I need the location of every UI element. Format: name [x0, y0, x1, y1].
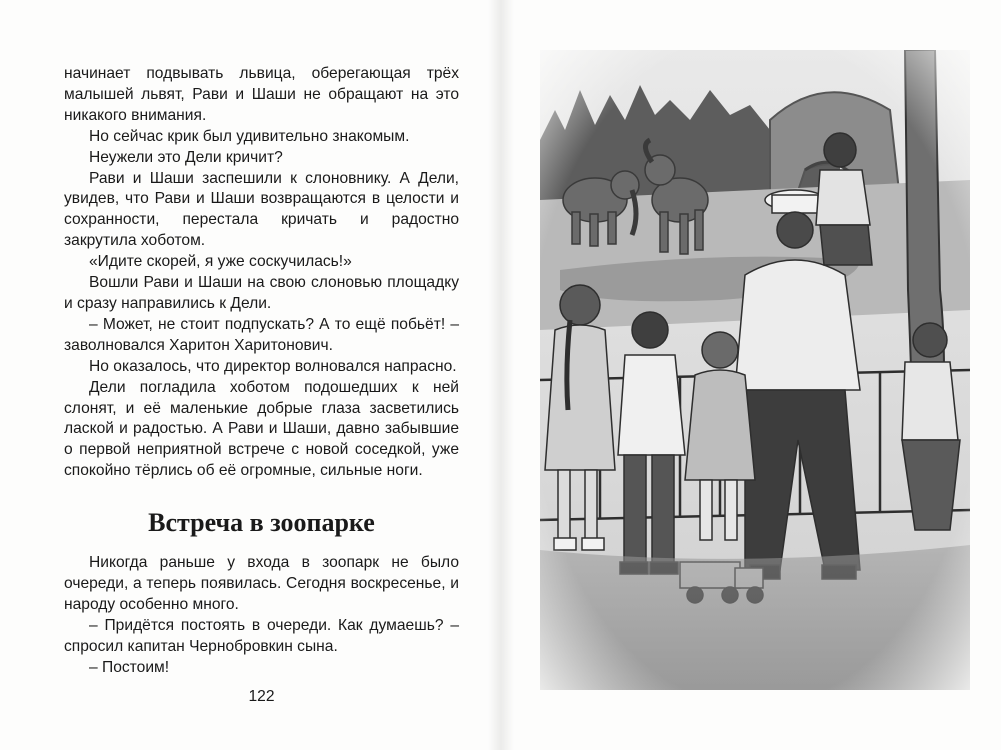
page-number: 122: [248, 688, 275, 705]
left-page: [0, 0, 500, 750]
paragraph: – Придётся постоять в очереди. Как думаешь? – спросил капитан Чернобровкин сына.: [64, 616, 459, 655]
paragraph: Рави и Шаши заспешили к слоновнику. А Дели, увидев, что Рави и Шаши возвращаются в целости и сохранности, перестала кричать и радостно закрутила хоботом.: [64, 169, 459, 250]
chapter-heading: Встреча в зоопарке: [148, 508, 375, 537]
paragraph: Но оказалось, что директор волновался напрасно.: [89, 357, 457, 375]
paragraph: Но сейчас крик был удивительно знакомым.: [89, 127, 410, 145]
paragraph: Вошли Рави и Шаши на свою слоновью площадку и сразу направились к Дели.: [64, 274, 459, 312]
right-page: [500, 0, 1001, 750]
text-block-bottom: [64, 553, 459, 678]
illustration-icon: [540, 50, 970, 690]
paragraph: Неужели это Дели кричит?: [89, 148, 283, 166]
text-block-top: [64, 64, 459, 482]
paragraph: начинает подвывать львица, оберегающая трёх малышей львят, Рави и Шаши не обращают на это никакого внимания.: [64, 65, 459, 124]
paragraph: «Идите скорей, я уже соскучилась!»: [89, 253, 352, 271]
paragraph: – Постоим!: [89, 658, 170, 676]
paragraph: – Может, не стоит подпускать? А то ещё побьёт! – заволновался Харитон Харитонович.: [64, 315, 459, 354]
paragraph: Никогда раньше у входа в зоопарк не было очереди, а теперь появилась. Сегодня воскресенье, и народу особенно много.: [64, 554, 459, 613]
paragraph: Дели погладила хоботом подошедших к ней слонят, и её маленькие добрые глаза засветились лаской и радостью. А Рави и Шаши, давно забывшие о первой неприятной встрече с новой соседкой, уже спокойно тёрлись об её огромные, сильные ноги.: [64, 378, 459, 480]
